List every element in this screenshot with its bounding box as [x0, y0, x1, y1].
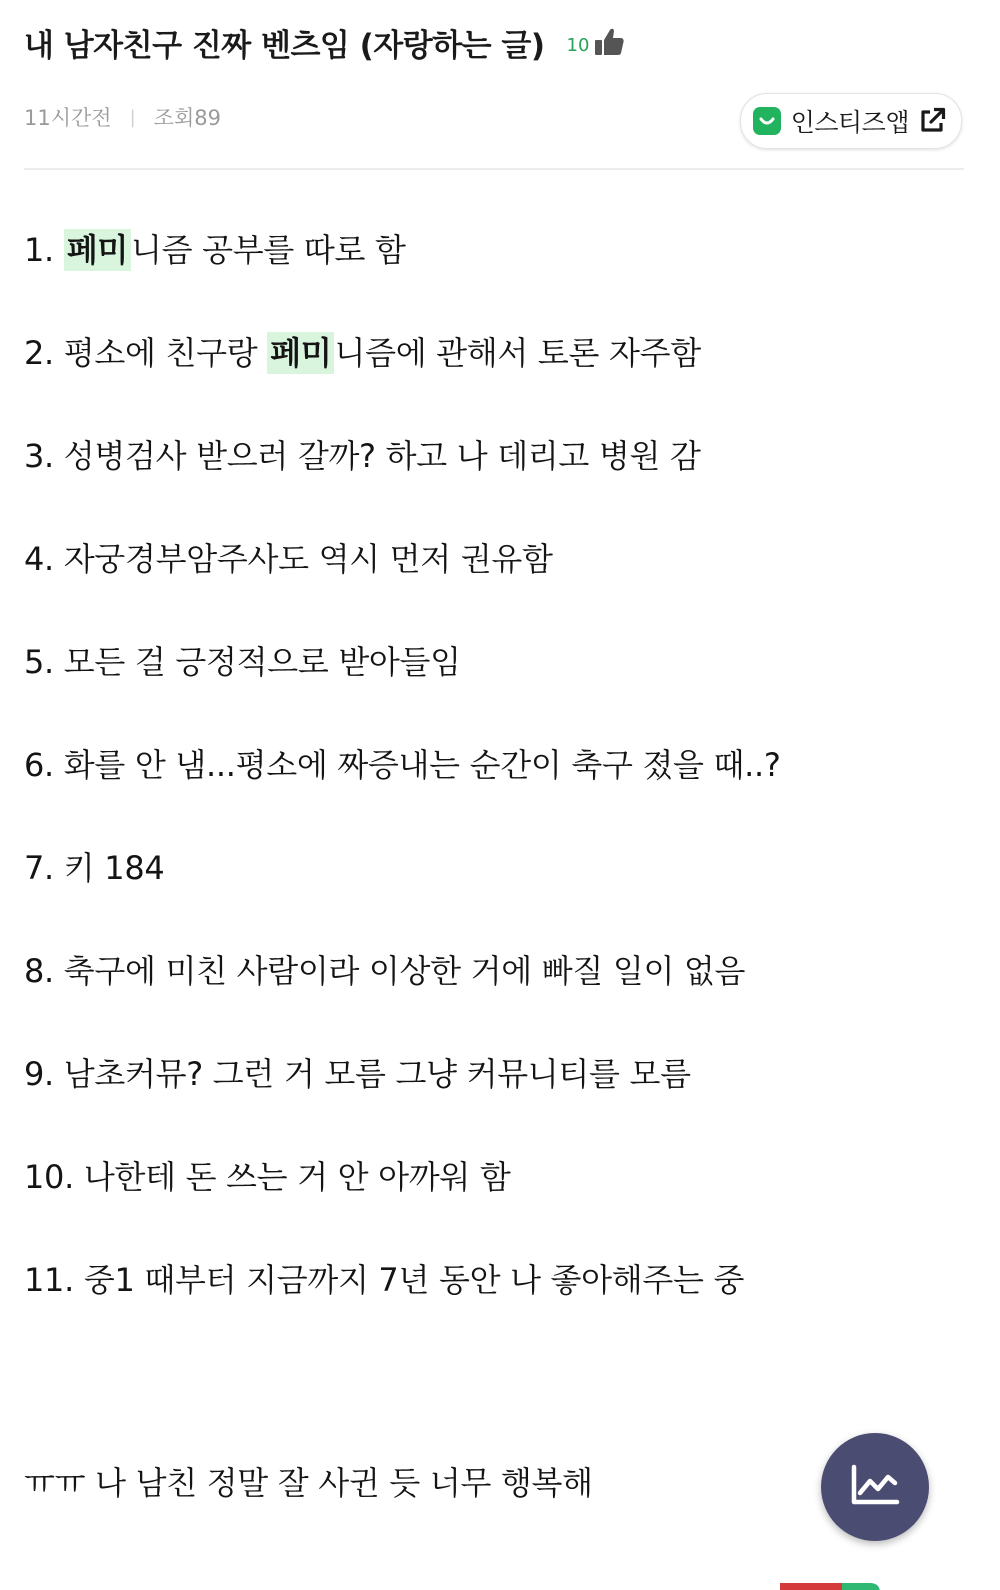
keyword-highlight[interactable]: 페미	[267, 332, 334, 374]
instiz-logo-icon	[753, 107, 781, 135]
post-body	[24, 222, 964, 1355]
trending-button[interactable]	[821, 1433, 929, 1541]
post-header	[24, 0, 964, 170]
view-count: 조회89	[153, 106, 221, 130]
line-text: 1.	[24, 231, 64, 269]
line-text: 10. 나한테 돈 쓰는 거 안 아까워 함	[24, 1158, 511, 1196]
line-text: 8. 축구에 미친 사람이라 이상한 거에 빠질 일이 없음	[24, 952, 746, 990]
list-item	[24, 222, 964, 325]
closing-text: ㅠㅠ 나 남친 정말 잘 사귄 듯 너무 행복해	[24, 1464, 593, 1502]
list-item	[24, 1046, 964, 1149]
list-item	[24, 634, 964, 737]
line-text: 3. 성병검사 받으러 갈까? 하고 나 데리고 병원 감	[24, 437, 701, 475]
keyword-highlight[interactable]: 페미	[64, 229, 131, 271]
list-item	[24, 1149, 964, 1252]
post-time: 11시간전	[24, 106, 112, 130]
thumbs-up-icon[interactable]	[592, 25, 626, 59]
list-item	[24, 1252, 964, 1355]
list-item	[24, 325, 964, 428]
header-divider	[24, 168, 964, 170]
line-text: 9. 남초커뮤? 그런 거 모름 그냥 커뮤니티를 모름	[24, 1055, 691, 1093]
partial-banner	[780, 1578, 880, 1590]
list-item	[24, 943, 964, 1046]
like-count: 10	[566, 34, 590, 56]
post-title: 내 남자친구 진짜 벤츠임 (자랑하는 글)	[24, 27, 545, 64]
list-item	[24, 531, 964, 634]
line-text: 6. 화를 안 냄...평소에 짜증내는 순간이 축구 졌을 때..?	[24, 746, 781, 784]
line-text: 니즘에 관해서 토론 자주함	[334, 334, 701, 372]
list-item	[24, 840, 964, 943]
line-text: 4. 자궁경부암주사도 역시 먼저 권유함	[24, 540, 553, 578]
open-app-button[interactable]	[740, 93, 962, 149]
app-button-label: 인스티즈앱	[790, 108, 909, 137]
trending-chart-icon	[849, 1463, 901, 1511]
meta-divider: |	[129, 106, 136, 128]
line-text: 2. 평소에 친구랑	[24, 334, 268, 372]
post-meta	[24, 100, 221, 134]
external-link-icon	[917, 106, 947, 136]
title-row	[24, 18, 626, 66]
list-item	[24, 428, 964, 531]
line-text: 5. 모든 걸 긍정적으로 받아들임	[24, 643, 461, 681]
list-item	[24, 737, 964, 840]
line-text: 7. 키 184	[24, 849, 165, 887]
line-text: 니즘 공부를 따로 함	[131, 231, 406, 269]
line-text: 11. 중1 때부터 지금까지 7년 동안 나 좋아해주는 중	[24, 1261, 745, 1299]
